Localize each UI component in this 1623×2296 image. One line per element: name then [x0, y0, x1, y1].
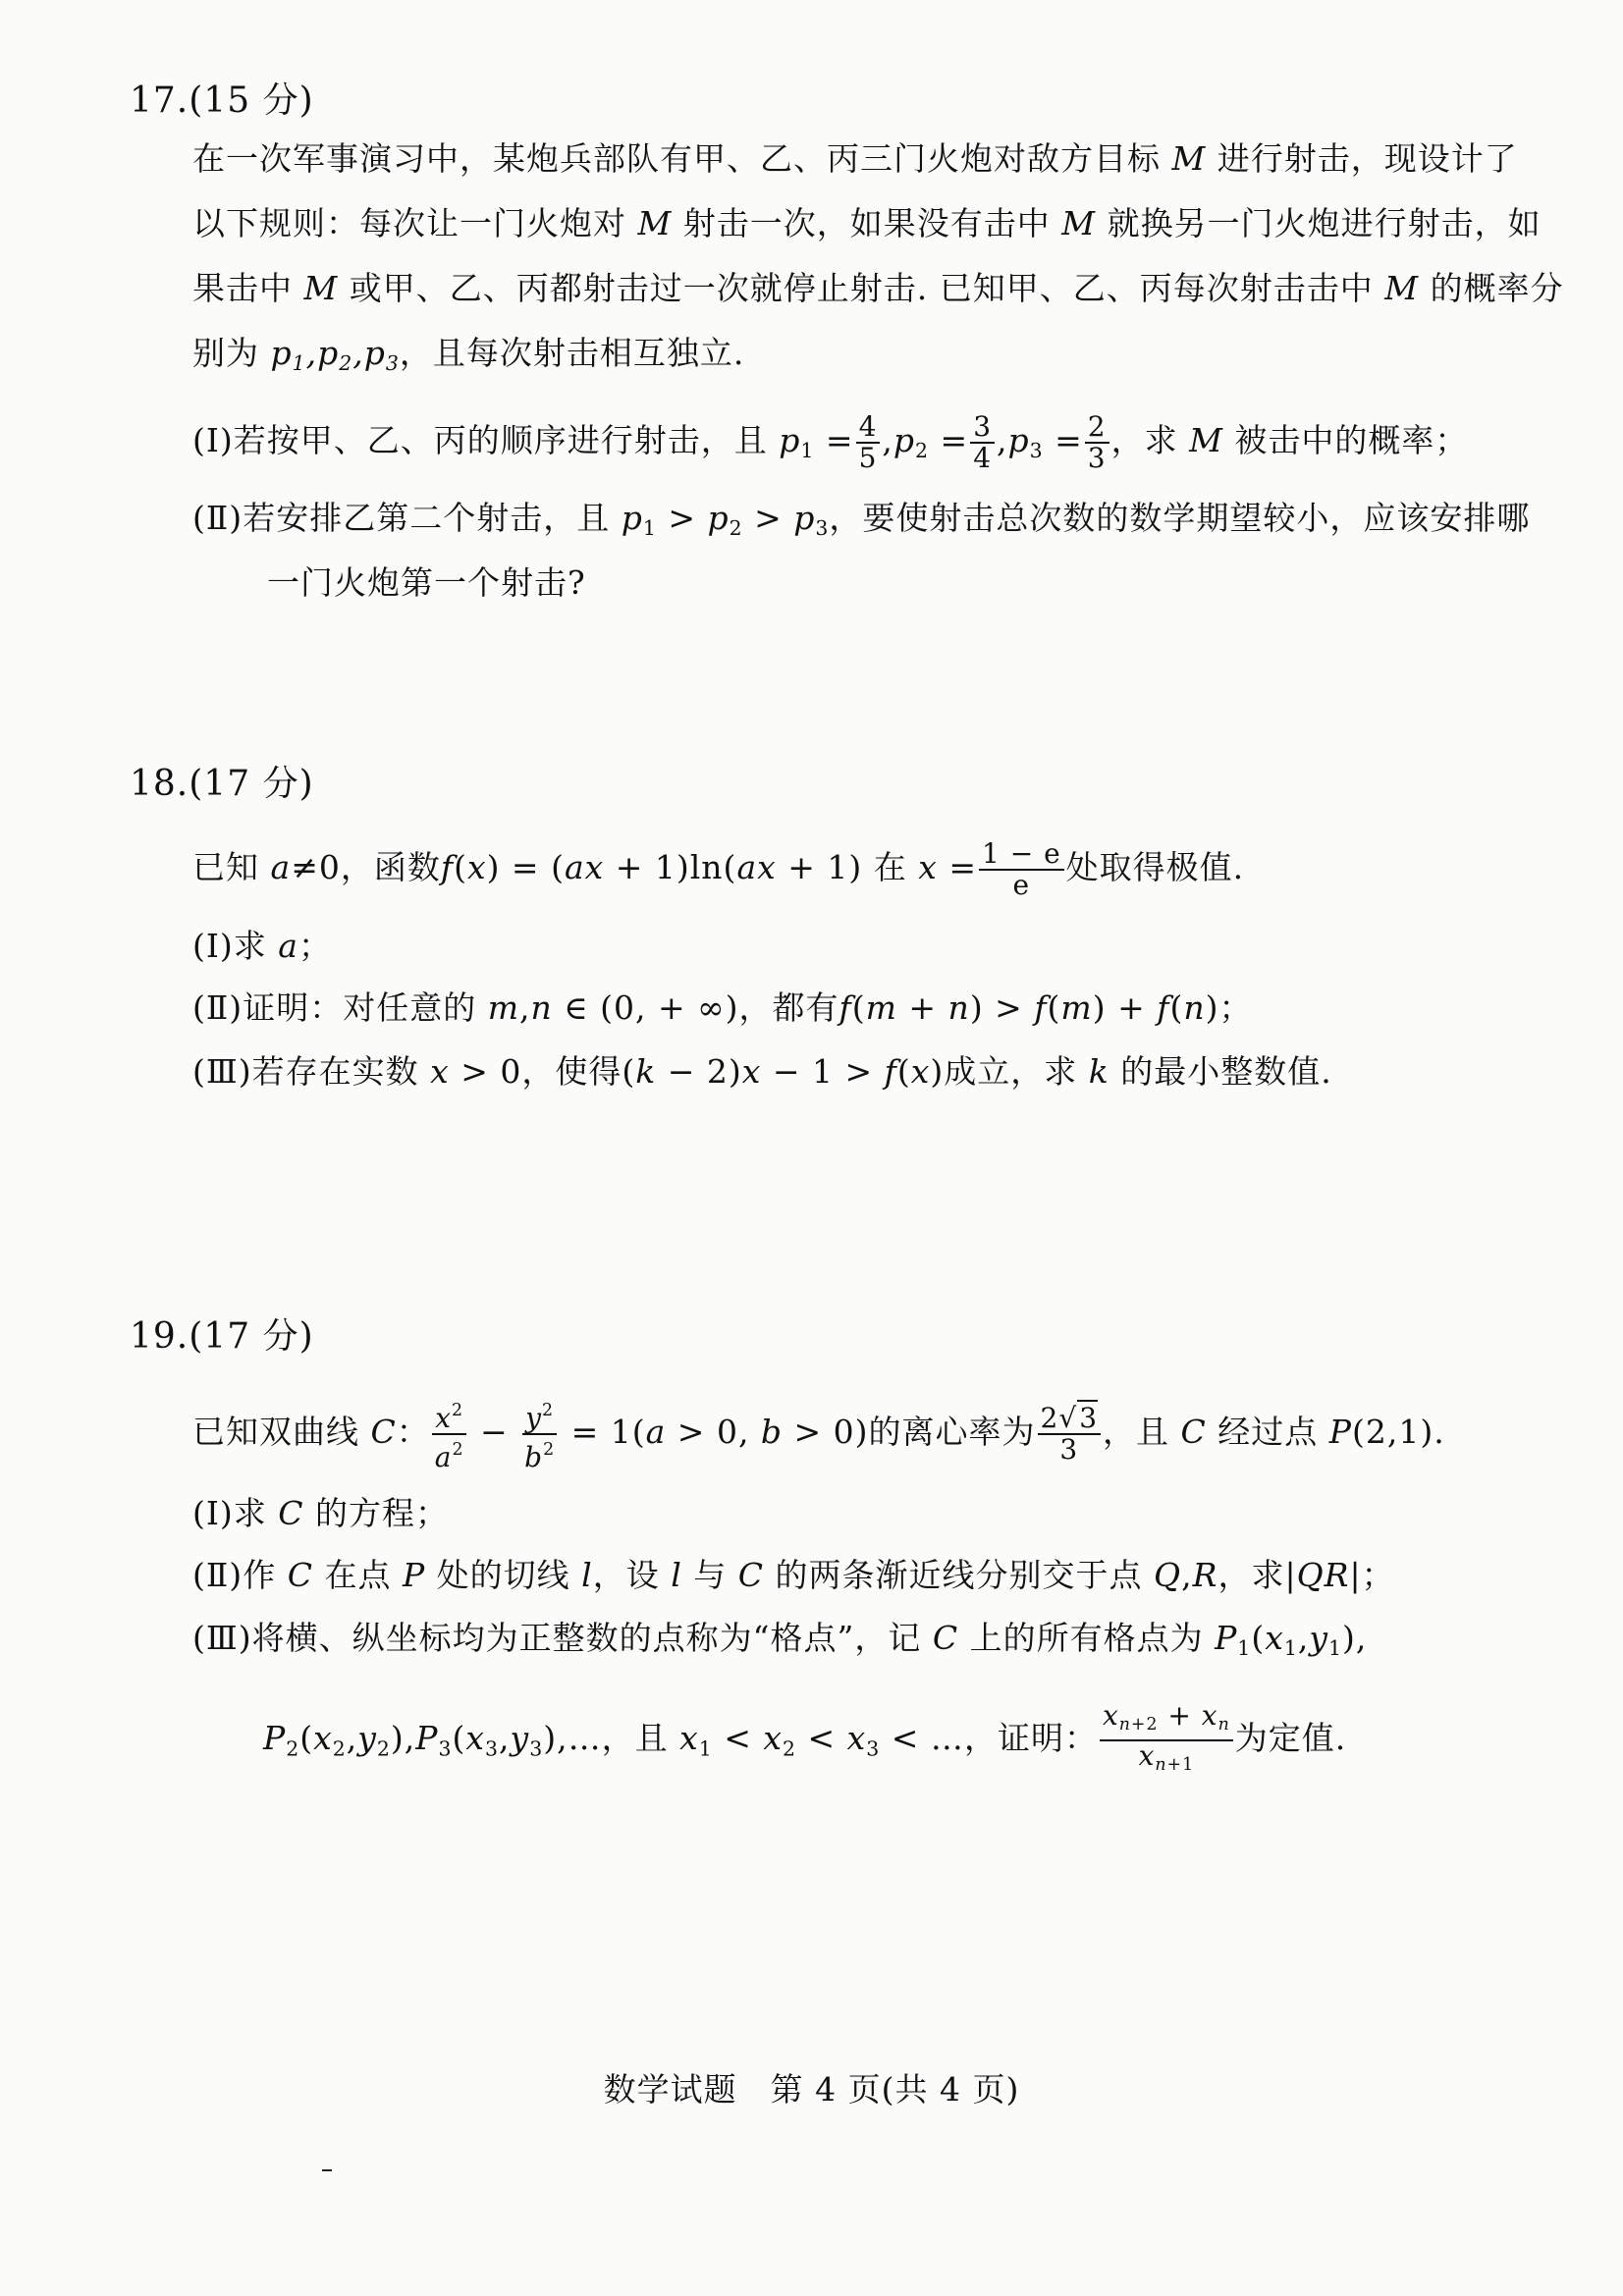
q19-part2: (Ⅱ)作 C 在点 P 处的切线 l，设 l 与 C 的两条渐近线分别交于点 Q,R，求|QR|；	[192, 1556, 1395, 1594]
var-M: M	[1189, 421, 1223, 459]
var-M: M	[637, 204, 673, 242]
text: 被击中的概率；	[1234, 421, 1469, 459]
text: 已知	[192, 848, 259, 886]
q17-stem-line3	[192, 267, 1564, 310]
text: ，函数	[340, 848, 441, 886]
part-label: (Ⅱ)	[192, 499, 243, 537]
text: 成立，求	[944, 1052, 1078, 1091]
text: 将横、纵坐标均为正整数的点称为“格点”，记	[251, 1619, 922, 1657]
q17-stem-line2	[192, 202, 1542, 245]
q19-score: (17 分)	[189, 1316, 314, 1357]
part-label: (Ⅰ)	[192, 927, 234, 965]
text: 作	[243, 1556, 277, 1594]
part-label: (Ⅱ)	[192, 1556, 243, 1594]
q19-part3-cont: $P_2(x_2,y_2),P_3(x_3,y_3),\dots$，且 $x_1 < x_2 < x_3$ < …，证明： $\frac{x_{n+2} + x_n}{x_{n+1}}$ 为定值.	[263, 1701, 1346, 1780]
part-label: (Ⅰ)	[192, 1494, 234, 1532]
text: ，求	[1217, 1556, 1285, 1594]
q18-score: (17 分)	[189, 764, 314, 804]
q18-number: 18.	[130, 764, 189, 804]
text: 上的所有格点为	[969, 1619, 1204, 1657]
scan-mark	[322, 2169, 332, 2171]
text: 果击中	[192, 269, 293, 307]
text: 在	[873, 848, 907, 886]
text: 求	[233, 1494, 267, 1532]
text: 经过点	[1217, 1413, 1319, 1452]
fraction: $\frac{2}{3}$	[1085, 412, 1109, 473]
text: 在一次军事演习中，某炮兵部队有甲、乙、丙三门火炮对敌方目标	[192, 139, 1161, 178]
q18-part2: (Ⅱ)证明：对任意的 m,n ∈ (0, + ∞)，都有f(m + n) > f(m) + f(n)；	[192, 988, 1253, 1027]
fraction: $\frac{2√3}{3}$	[1038, 1404, 1101, 1465]
text: 处的切线	[436, 1556, 570, 1594]
q17-score: (15 分)	[189, 80, 314, 121]
text: ，证明：	[963, 1719, 1098, 1758]
text: ，使得	[521, 1052, 622, 1091]
var-M: M	[1384, 269, 1420, 307]
q19-stem: 已知双曲线 C： $\frac{x^2}{a^2}$ − $\frac{y^2}{b^2}$ = 1(a > 0, b > 0)的离心率为 $\frac{2√3}{3}$ ，且 C 经过点 P(2,1).	[192, 1396, 1445, 1472]
q17-part2-cont	[267, 561, 586, 605]
text: 在点	[324, 1556, 392, 1594]
q18-part1: (Ⅰ)求 a；	[192, 927, 332, 965]
text: ，求	[1110, 421, 1178, 459]
text: 或甲、乙、丙都射击过一次就停止射击. 已知甲、乙、丙每次射击击中	[349, 269, 1374, 307]
var-M: M	[303, 269, 339, 307]
q18-part3: (Ⅲ)若存在实数 x > 0，使得(k − 2)x − 1 > f(x)成立，求 k 的最小整数值.	[192, 1052, 1332, 1091]
text: ，都有	[738, 988, 839, 1027]
var-M: M	[1171, 139, 1207, 178]
text: 为定值.	[1234, 1719, 1347, 1758]
page-footer: 数学试题 第 4 页(共 4 页)	[603, 2070, 1020, 2109]
var-M: M	[1061, 204, 1097, 242]
text: 的离心率为	[868, 1413, 1036, 1452]
text: 若按甲、乙、丙的顺序进行射击，且	[233, 421, 768, 459]
q17-stem-line4	[192, 332, 744, 385]
fraction-denominator: e	[1012, 869, 1031, 901]
text: 一门火炮第一个射击?	[267, 563, 586, 602]
text: 的最小整数值.	[1120, 1052, 1332, 1091]
part-label: (Ⅲ)	[192, 1619, 252, 1657]
text: ，设	[592, 1556, 660, 1594]
text: 别为	[192, 334, 259, 372]
math: $p_1,p_2,p_3$	[270, 334, 400, 376]
q17-header	[130, 73, 314, 123]
text: 已知双曲线	[192, 1413, 359, 1452]
q18-header	[130, 756, 314, 806]
text: 若存在实数	[251, 1052, 419, 1091]
text: 就换另一门火炮进行射击，如	[1107, 204, 1542, 242]
text: 的两条渐近线分别交于点	[775, 1556, 1143, 1594]
fraction: $\frac{x^2}{a^2}$	[432, 1396, 467, 1472]
fraction: $\frac{3}{4}$	[970, 412, 995, 473]
text: ，要使射击总次数的数学期望较小，应该安排哪	[829, 499, 1531, 537]
q18-stem: 已知 a≠0，函数f(x) = (ax + 1)ln(ax + 1) 在 x = $\frac{1 - e}{e}$ 处取得极值.	[192, 837, 1245, 901]
q17-part1: (Ⅰ)若按甲、乙、丙的顺序进行射击，且 $p_1$ = $\frac{4}{5}$ $,p_2$ = $\frac{3}{4}$ $,p_3$ = $\frac{2}{3}$ ，求 M 被击中的概率；	[192, 410, 1469, 474]
text: 若安排乙第二个射击，且	[243, 499, 611, 537]
text: ，且每次射击相互独立.	[399, 334, 745, 372]
q19-part3: (Ⅲ)将横、纵坐标均为正整数的点称为“格点”，记 C 上的所有格点为 $P_1(x_1,y_1)$,	[192, 1619, 1368, 1661]
q17-part2: (Ⅱ)若安排乙第二个射击，且 $p_1 > p_2 > p_3$，要使射击总次数的数学期望较小，应该安排哪	[192, 499, 1531, 541]
text: 与	[693, 1556, 728, 1594]
q19-part1: (Ⅰ)求 C 的方程；	[192, 1494, 450, 1532]
fraction: $\frac{y^2}{b^2}$	[521, 1396, 558, 1472]
text: ，且	[1103, 1413, 1170, 1452]
text: 证明：对任意的	[243, 988, 477, 1027]
text: 处取得极值.	[1065, 848, 1245, 886]
text: 进行射击，现设计了	[1217, 139, 1518, 178]
q19-number: 19.	[130, 1316, 189, 1357]
text: 射击一次，如果没有击中	[682, 204, 1051, 242]
fraction	[979, 839, 1064, 900]
q19-header	[130, 1308, 314, 1359]
q17-stem-line1	[192, 137, 1518, 181]
part-label: (Ⅰ)	[192, 421, 234, 459]
text: 求	[233, 927, 267, 965]
part-label: (Ⅲ)	[192, 1052, 252, 1091]
text: ，且	[601, 1719, 669, 1758]
fraction: $\frac{x_{n+2} + x_n}{x_{n+1}}$	[1100, 1701, 1233, 1780]
text: 以下规则：每次让一门火炮对	[192, 204, 626, 242]
fraction-numerator: 1 − e	[979, 839, 1064, 871]
q17-number: 17.	[130, 80, 189, 121]
part-label: (Ⅱ)	[192, 988, 243, 1027]
text: 的概率分	[1430, 269, 1564, 307]
text: 的方程；	[315, 1494, 450, 1532]
fraction: $\frac{4}{5}$	[856, 412, 881, 473]
